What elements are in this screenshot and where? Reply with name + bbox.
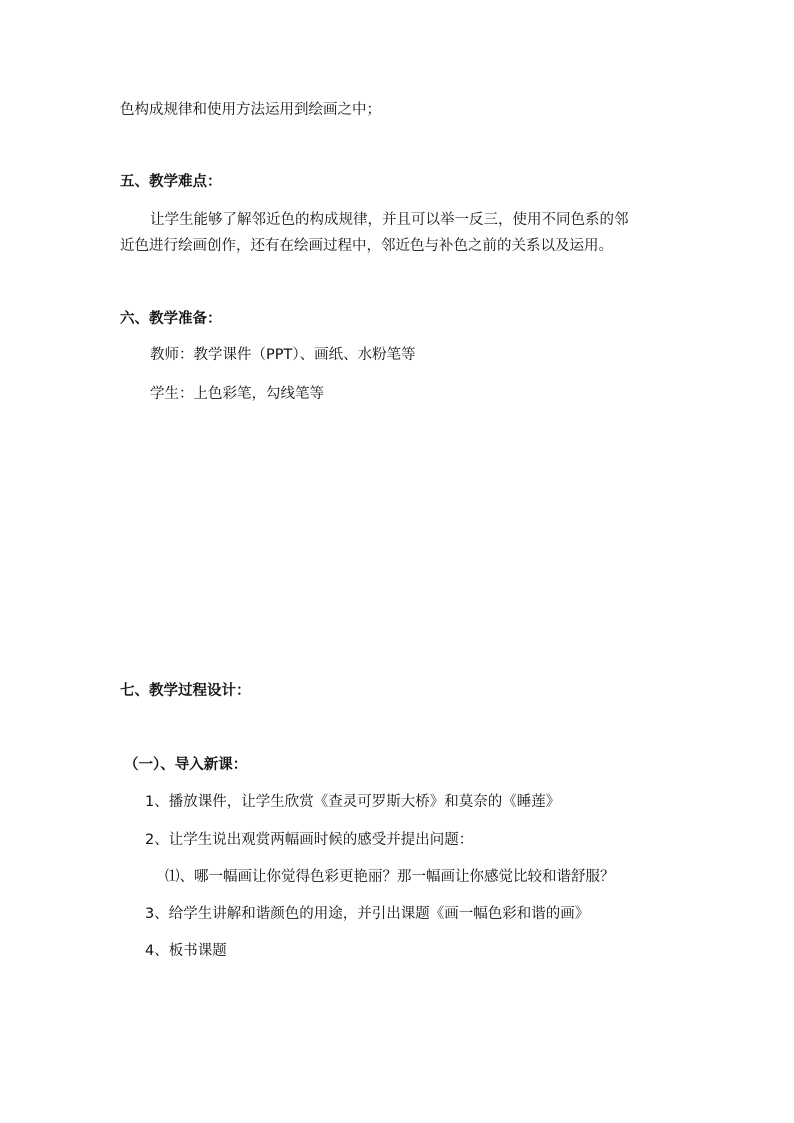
section6-student-line: 学生：上色彩笔，勾线笔等	[150, 386, 324, 402]
section5-paragraph-line1: 让学生能够了解邻近色的构成规律，并且可以举一反三，使用不同色系的邻	[150, 212, 629, 228]
section7-heading: 七、教学过程设计：	[120, 683, 251, 699]
section6-teacher-line: 教师：教学课件（PPT）、画纸、水粉笔等	[150, 347, 416, 363]
list-item: 3、给学生讲解和谐颜色的用途，并引出课题《画一幅色彩和谐的画》	[145, 906, 590, 922]
list-item: 4、板书课题	[145, 943, 227, 959]
list-item: ⑴、哪一幅画让你觉得色彩更艳丽？那一幅画让你感觉比较和谐舒服？	[165, 869, 615, 885]
section5-heading: 五、教学难点：	[120, 174, 222, 190]
section6-heading: 六、教学准备：	[120, 311, 222, 327]
section7-sub-heading: （一）、导入新课：	[124, 757, 248, 773]
section5-paragraph-line2: 近色进行绘画创作，还有在绘画过程中，邻近色与补色之前的关系以及运用。	[120, 238, 613, 254]
list-item: 1、播放课件，让学生欣赏《查灵可罗斯大桥》和莫奈的《睡莲》	[145, 794, 561, 810]
intro-line: 色构成规律和使用方法运用到绘画之中；	[120, 102, 381, 118]
list-item: 2、让学生说出观赏两幅画时候的感受并提出问题：	[145, 832, 474, 848]
